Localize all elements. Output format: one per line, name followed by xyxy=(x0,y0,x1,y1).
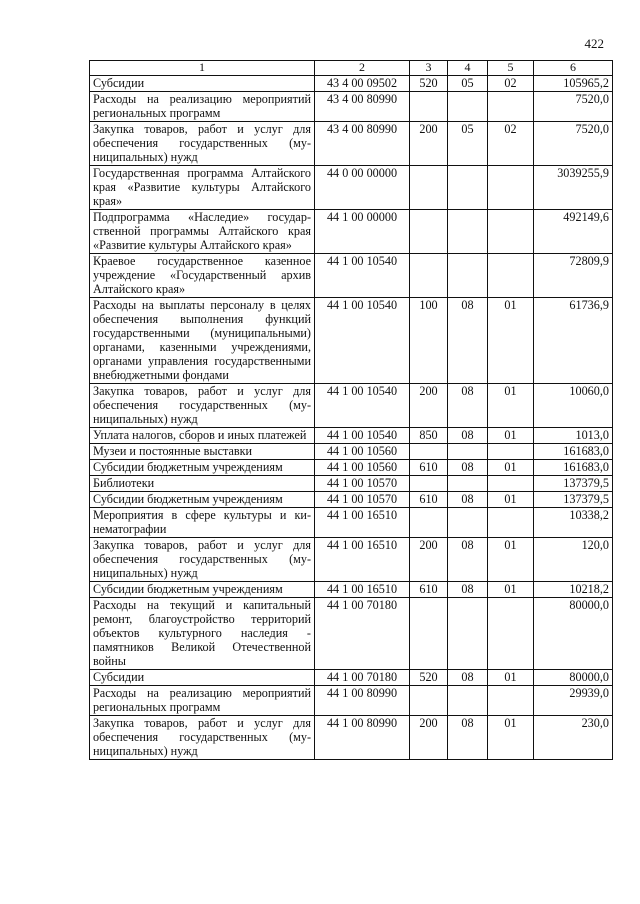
section-cell xyxy=(448,444,488,460)
item-name-cell: Расходы на реализацию мероприятий региональных программ xyxy=(90,686,315,716)
table-row xyxy=(90,686,613,716)
subsection-cell xyxy=(488,686,534,716)
item-name-cell: Уплата налогов, сборов и иных платежей xyxy=(90,428,315,444)
target-code-cell: 44 1 00 10540 xyxy=(315,428,410,444)
column-header: 1 xyxy=(90,61,315,76)
table-row xyxy=(90,298,613,384)
table-row xyxy=(90,538,613,582)
item-name-cell: Расходы на выплаты персоналу в целях обеспечения выполнения функций государственными (муниципальными) органами, казенными учреждениями, органами управления государственными внебюджетными фондами xyxy=(90,298,315,384)
table-row xyxy=(90,428,613,444)
amount-cell: 120,0 xyxy=(534,538,613,582)
subsection-cell xyxy=(488,476,534,492)
section-cell: 08 xyxy=(448,298,488,384)
amount-cell: 492149,6 xyxy=(534,210,613,254)
table-row xyxy=(90,384,613,428)
amount-cell: 29939,0 xyxy=(534,686,613,716)
table-row xyxy=(90,582,613,598)
expense-type-cell: 200 xyxy=(410,538,448,582)
item-name-cell: Закупка товаров, работ и услуг для обеспечения государственных (муниципальных) нужд xyxy=(90,122,315,166)
table-row xyxy=(90,460,613,476)
subsection-cell: 01 xyxy=(488,582,534,598)
target-code-cell: 44 1 00 16510 xyxy=(315,508,410,538)
target-code-cell: 44 1 00 10540 xyxy=(315,298,410,384)
section-cell xyxy=(448,686,488,716)
item-name-cell: Расходы на реализацию мероприятий региональных программ xyxy=(90,92,315,122)
item-name-cell: Субсидии бюджетным учреждениям xyxy=(90,460,315,476)
expense-type-cell xyxy=(410,508,448,538)
table-row xyxy=(90,254,613,298)
column-header: 2 xyxy=(315,61,410,76)
subsection-cell xyxy=(488,508,534,538)
target-code-cell: 44 1 00 10540 xyxy=(315,254,410,298)
target-code-cell: 44 1 00 10560 xyxy=(315,460,410,476)
section-cell xyxy=(448,254,488,298)
target-code-cell: 43 4 00 09502 xyxy=(315,76,410,92)
amount-cell: 161683,0 xyxy=(534,444,613,460)
table-row xyxy=(90,508,613,538)
expense-type-cell: 610 xyxy=(410,582,448,598)
amount-cell: 137379,5 xyxy=(534,476,613,492)
item-name-cell: Закупка товаров, работ и услуг для обеспечения государственных (муниципальных) нужд xyxy=(90,716,315,760)
subsection-cell: 02 xyxy=(488,76,534,92)
subsection-cell: 02 xyxy=(488,122,534,166)
amount-cell: 1013,0 xyxy=(534,428,613,444)
amount-cell: 105965,2 xyxy=(534,76,613,92)
section-cell: 05 xyxy=(448,76,488,92)
section-cell xyxy=(448,166,488,210)
item-name-cell: Подпрограмма «Наследие» государственной программы Алтайского края «Развитие культуры Алтайского края» xyxy=(90,210,315,254)
subsection-cell: 01 xyxy=(488,428,534,444)
amount-cell: 72809,9 xyxy=(534,254,613,298)
expense-type-cell xyxy=(410,166,448,210)
expense-type-cell: 520 xyxy=(410,76,448,92)
table-row xyxy=(90,92,613,122)
expense-type-cell xyxy=(410,254,448,298)
target-code-cell: 44 0 00 00000 xyxy=(315,166,410,210)
target-code-cell: 44 1 00 10560 xyxy=(315,444,410,460)
section-cell xyxy=(448,210,488,254)
table-row xyxy=(90,598,613,670)
section-cell: 05 xyxy=(448,122,488,166)
amount-cell: 10060,0 xyxy=(534,384,613,428)
amount-cell: 3039255,9 xyxy=(534,166,613,210)
page-number: 422 xyxy=(584,36,604,51)
target-code-cell: 44 1 00 70180 xyxy=(315,598,410,670)
section-cell xyxy=(448,92,488,122)
section-cell xyxy=(448,508,488,538)
item-name-cell: Закупка товаров, работ и услуг для обеспечения государственных (муниципальных) нужд xyxy=(90,384,315,428)
item-name-cell: Государственная программа Алтайского края «Развитие культуры Алтайского края» xyxy=(90,166,315,210)
target-code-cell: 43 4 00 80990 xyxy=(315,92,410,122)
subsection-cell: 01 xyxy=(488,538,534,582)
target-code-cell: 44 1 00 10570 xyxy=(315,476,410,492)
table-row xyxy=(90,210,613,254)
table-row xyxy=(90,76,613,92)
table-row xyxy=(90,716,613,760)
target-code-cell: 44 1 00 16510 xyxy=(315,582,410,598)
target-code-cell: 44 1 00 10570 xyxy=(315,492,410,508)
amount-cell: 7520,0 xyxy=(534,92,613,122)
expense-type-cell xyxy=(410,444,448,460)
expense-type-cell: 610 xyxy=(410,492,448,508)
item-name-cell: Мероприятия в сфере культуры и кинематографии xyxy=(90,508,315,538)
item-name-cell: Субсидии xyxy=(90,670,315,686)
subsection-cell xyxy=(488,444,534,460)
table-row xyxy=(90,476,613,492)
expense-type-cell xyxy=(410,686,448,716)
section-cell: 08 xyxy=(448,670,488,686)
expense-type-cell: 200 xyxy=(410,384,448,428)
amount-cell: 137379,5 xyxy=(534,492,613,508)
amount-cell: 61736,9 xyxy=(534,298,613,384)
expense-type-cell xyxy=(410,598,448,670)
amount-cell: 7520,0 xyxy=(534,122,613,166)
table-header-row xyxy=(90,61,613,76)
section-cell xyxy=(448,476,488,492)
amount-cell: 10218,2 xyxy=(534,582,613,598)
expense-type-cell: 200 xyxy=(410,716,448,760)
budget-table xyxy=(89,60,613,760)
expense-type-cell xyxy=(410,92,448,122)
target-code-cell: 44 1 00 10540 xyxy=(315,384,410,428)
item-name-cell: Субсидии бюджетным учреждениям xyxy=(90,582,315,598)
target-code-cell: 44 1 00 16510 xyxy=(315,538,410,582)
table-row xyxy=(90,670,613,686)
table-body xyxy=(90,76,613,760)
item-name-cell: Субсидии бюджетным учреждениям xyxy=(90,492,315,508)
item-name-cell: Музеи и постоянные выставки xyxy=(90,444,315,460)
table-row xyxy=(90,122,613,166)
item-name-cell: Закупка товаров, работ и услуг для обеспечения государственных (муниципальных) нужд xyxy=(90,538,315,582)
item-name-cell: Расходы на текущий и капитальный ремонт, благоустройство территорий объектов культурного наследия - памятников Великой Отечественной войны xyxy=(90,598,315,670)
subsection-cell: 01 xyxy=(488,460,534,476)
amount-cell: 161683,0 xyxy=(534,460,613,476)
table-row xyxy=(90,444,613,460)
target-code-cell: 44 1 00 00000 xyxy=(315,210,410,254)
subsection-cell: 01 xyxy=(488,492,534,508)
subsection-cell xyxy=(488,166,534,210)
item-name-cell: Субсидии xyxy=(90,76,315,92)
subsection-cell xyxy=(488,598,534,670)
column-header: 5 xyxy=(488,61,534,76)
section-cell: 08 xyxy=(448,492,488,508)
amount-cell: 230,0 xyxy=(534,716,613,760)
column-header: 3 xyxy=(410,61,448,76)
subsection-cell: 01 xyxy=(488,670,534,686)
section-cell: 08 xyxy=(448,428,488,444)
subsection-cell: 01 xyxy=(488,384,534,428)
item-name-cell: Библиотеки xyxy=(90,476,315,492)
section-cell xyxy=(448,598,488,670)
subsection-cell: 01 xyxy=(488,298,534,384)
expense-type-cell xyxy=(410,476,448,492)
subsection-cell xyxy=(488,92,534,122)
expense-type-cell: 850 xyxy=(410,428,448,444)
subsection-cell xyxy=(488,210,534,254)
target-code-cell: 43 4 00 80990 xyxy=(315,122,410,166)
section-cell: 08 xyxy=(448,384,488,428)
target-code-cell: 44 1 00 80990 xyxy=(315,716,410,760)
section-cell: 08 xyxy=(448,538,488,582)
target-code-cell: 44 1 00 80990 xyxy=(315,686,410,716)
subsection-cell xyxy=(488,254,534,298)
expense-type-cell xyxy=(410,210,448,254)
section-cell: 08 xyxy=(448,582,488,598)
column-header: 6 xyxy=(534,61,613,76)
amount-cell: 80000,0 xyxy=(534,670,613,686)
section-cell: 08 xyxy=(448,460,488,476)
target-code-cell: 44 1 00 70180 xyxy=(315,670,410,686)
expense-type-cell: 610 xyxy=(410,460,448,476)
column-header: 4 xyxy=(448,61,488,76)
subsection-cell: 01 xyxy=(488,716,534,760)
section-cell: 08 xyxy=(448,716,488,760)
amount-cell: 80000,0 xyxy=(534,598,613,670)
expense-type-cell: 100 xyxy=(410,298,448,384)
item-name-cell: Краевое государственное казенное учреждение «Государственный архив Алтайского края» xyxy=(90,254,315,298)
table-row xyxy=(90,492,613,508)
amount-cell: 10338,2 xyxy=(534,508,613,538)
expense-type-cell: 200 xyxy=(410,122,448,166)
table-row xyxy=(90,166,613,210)
expense-type-cell: 520 xyxy=(410,670,448,686)
